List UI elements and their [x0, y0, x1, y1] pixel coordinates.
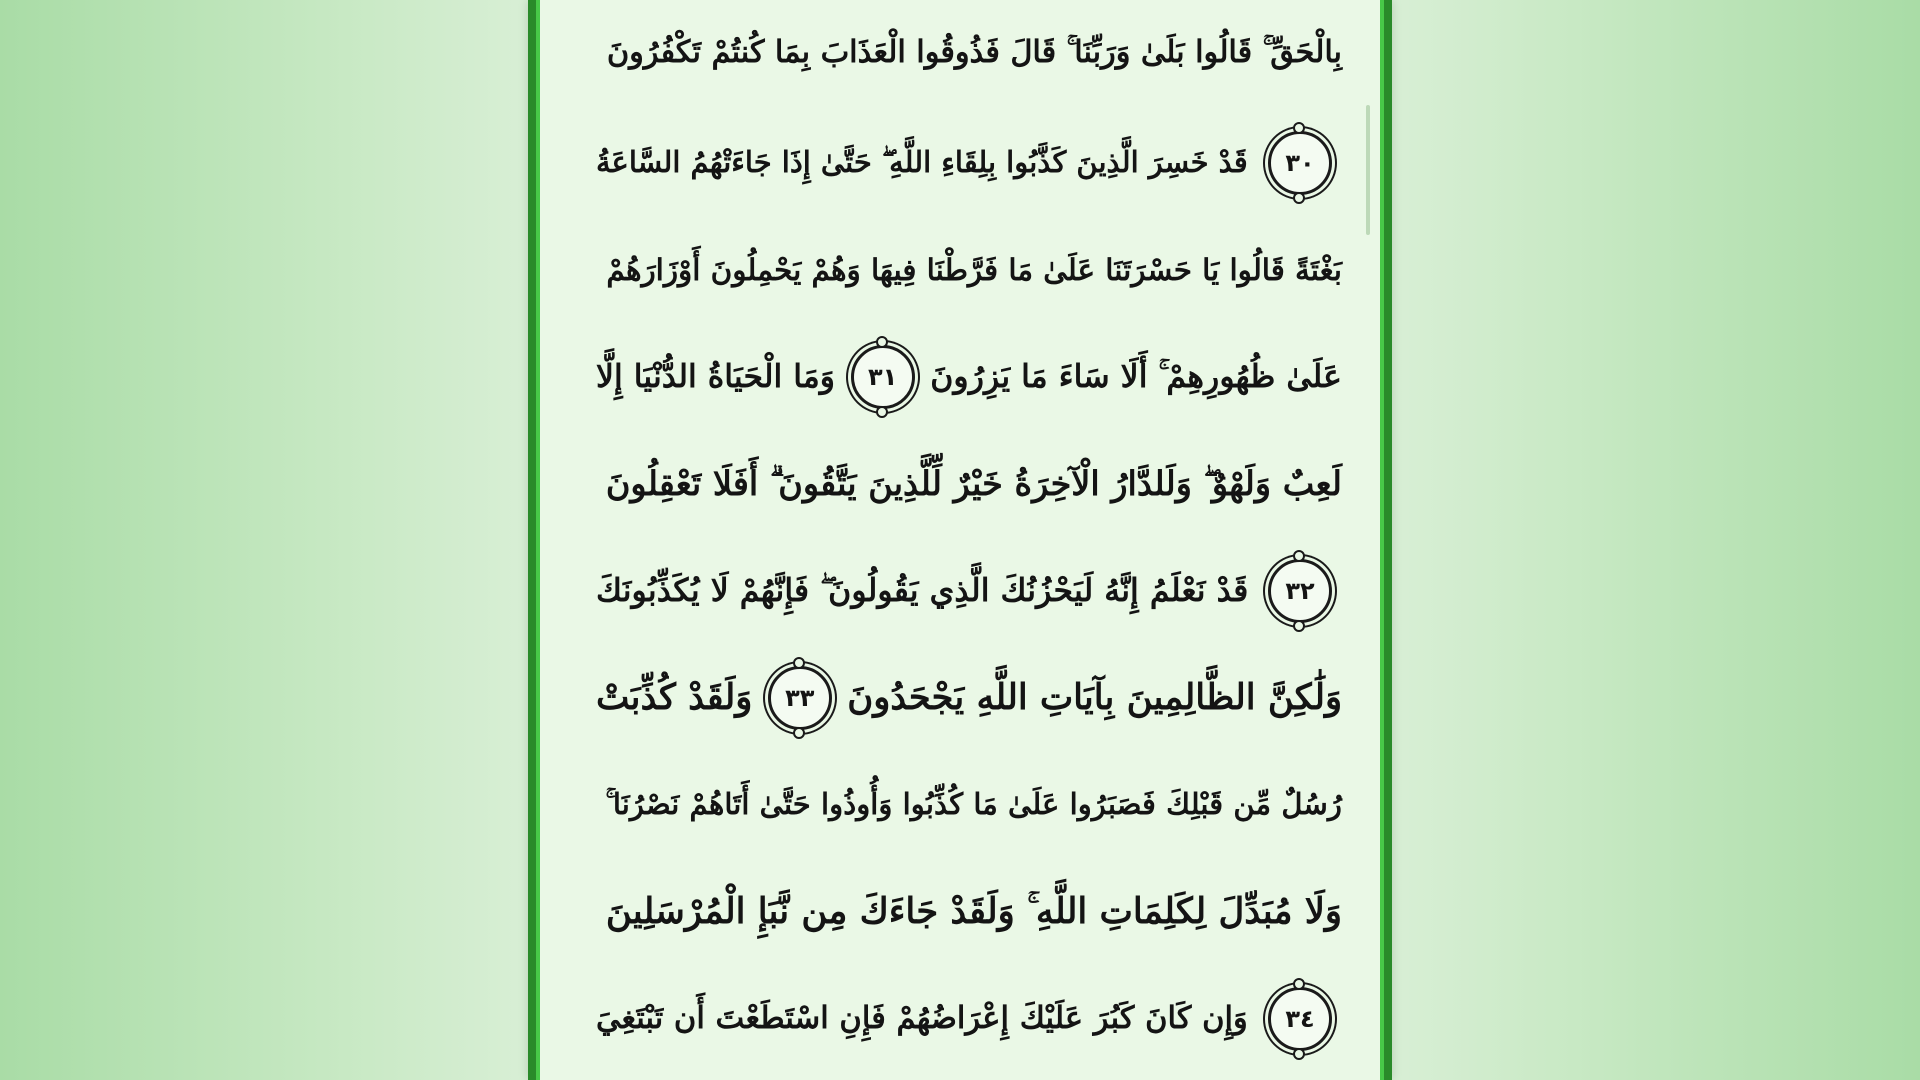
verse-text: وَلَا مُبَدِّلَ لِكَلِمَاتِ اللَّهِ ۚ وَلَقَدْ جَاءَكَ مِن نَّبَإِ الْمُرْسَلِينَ	[605, 890, 1342, 932]
ayah-number-marker	[1268, 559, 1332, 623]
verse-text: قَدْ خَسِرَ الَّذِينَ كَذَّبُوا بِلِقَاءِ اللَّهِ ۖ حَتَّىٰ إِذَا جَاءَتْهُمُ السَّاعَةُ	[596, 145, 1248, 179]
verse-text: رُسُلٌ مِّن قَبْلِكَ فَصَبَرُوا عَلَىٰ مَا كُذِّبُوا وَأُوذُوا حَتَّىٰ أَتَاهُمْ نَصْرُنَا ۚ	[605, 786, 1342, 821]
verse-line	[596, 748, 1342, 855]
verse-line	[596, 213, 1342, 320]
verse-line	[596, 320, 1342, 427]
ayah-number: ٣٠	[1285, 148, 1315, 177]
scroll-indicator[interactable]	[1366, 105, 1370, 235]
verse-text: قَدْ نَعْلَمُ إِنَّهُ لَيَحْزُنُكَ الَّذِي يَقُولُونَ ۖ فَإِنَّهُمْ لَا يُكَذِّبُونَكَ	[596, 571, 1249, 609]
verse-line	[596, 962, 1342, 1069]
verse-line	[596, 641, 1342, 748]
verse-text: وَإِن كَانَ كَبُرَ عَلَيْكَ إِعْرَاضُهُمْ فَإِنِ اسْتَطَعْتَ أَن تَبْتَغِيَ	[596, 1000, 1248, 1037]
verse-line	[596, 106, 1342, 213]
ayah-number-marker	[851, 345, 915, 409]
verse-line	[596, 855, 1342, 962]
verse-text: بِالْحَقِّ ۚ قَالُوا بَلَىٰ وَرَبِّنَا ۚ قَالَ فَذُوقُوا الْعَذَابَ بِمَا كُنتُمْ تَكْفُرُونَ	[606, 34, 1342, 70]
verse-line	[596, 534, 1342, 641]
verse-text: وَلَٰكِنَّ الظَّالِمِينَ بِآيَاتِ اللَّهِ يَجْحَدُونَ	[847, 676, 1342, 718]
verse-text: وَلَقَدْ كُذِّبَتْ	[596, 676, 753, 718]
ayah-number-marker	[768, 666, 832, 730]
ayah-number-marker	[1268, 987, 1332, 1051]
quran-page	[528, 0, 1392, 1080]
verse-lines	[596, 0, 1342, 1069]
verse-text: لَعِبٌ وَلَهْوٌ ۖ وَلَلدَّارُ الْآخِرَةُ خَيْرٌ لِّلَّذِينَ يَتَّقُونَ ۗ أَفَلَا تَعْقِلُونَ	[605, 463, 1342, 503]
verse-text: وَمَا الْحَيَاةُ الدُّنْيَا إِلَّا	[596, 357, 836, 395]
verse-line	[596, 0, 1342, 106]
ayah-number-marker	[1268, 131, 1332, 195]
verse-line	[596, 427, 1342, 534]
verse-text: بَغْتَةً قَالُوا يَا حَسْرَتَنَا عَلَىٰ مَا فَرَّطْنَا فِيهَا وَهُمْ يَحْمِلُونَ أَوْزَارَهُمْ	[606, 251, 1342, 287]
verse-text: عَلَىٰ ظُهُورِهِمْ ۚ أَلَا سَاءَ مَا يَزِرُونَ	[930, 357, 1342, 395]
ayah-number: ٣٣	[785, 683, 815, 712]
ayah-number: ٣٤	[1285, 1004, 1315, 1033]
ayah-number: ٣١	[868, 362, 898, 391]
ayah-number: ٣٢	[1285, 576, 1315, 605]
